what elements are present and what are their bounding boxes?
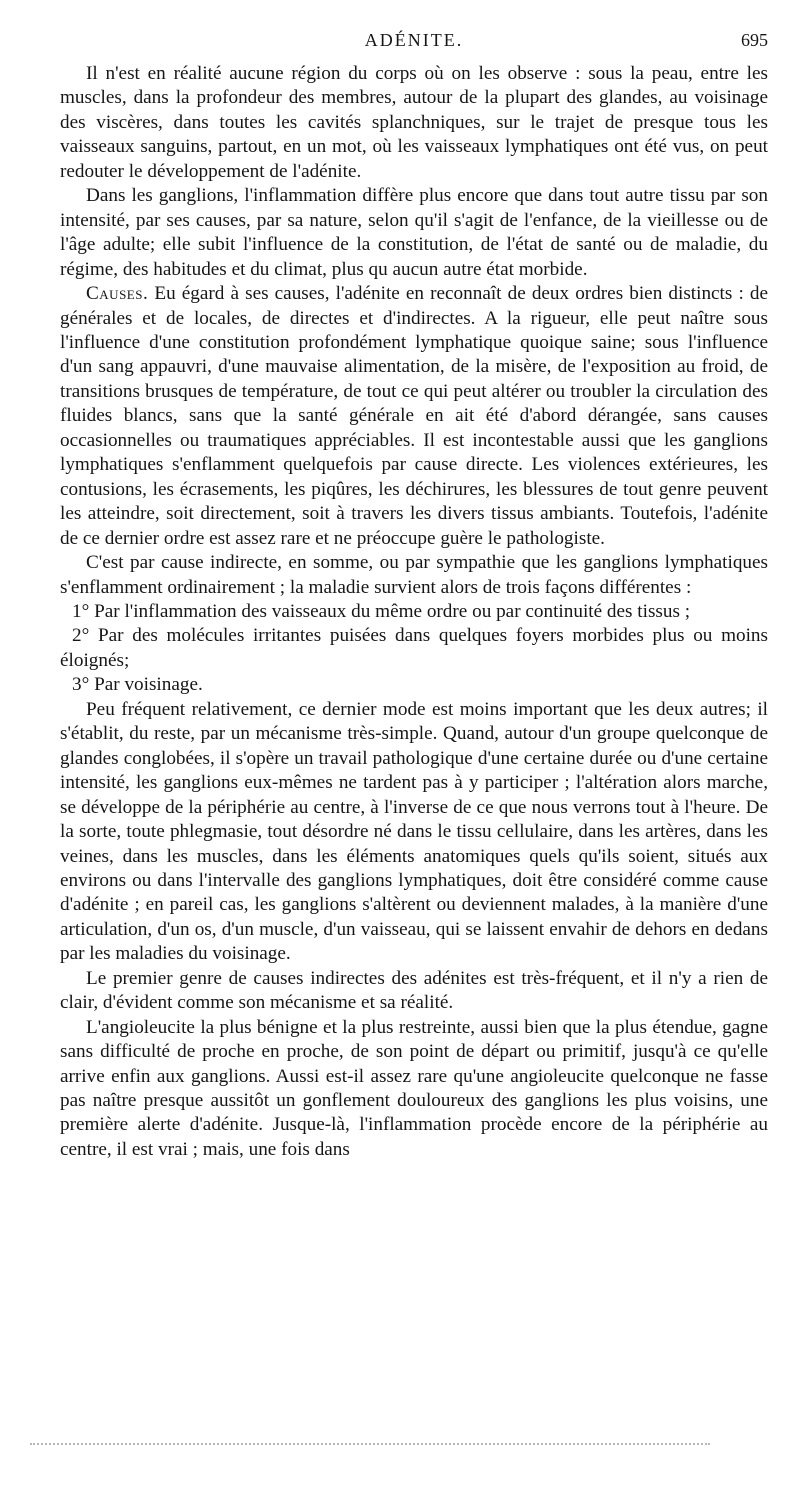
list-item-text: 1° Par l'inflammation des vaisseaux du même ordre ou par continuité des tissus ; [72, 600, 691, 622]
list-item-text: 2° Par des molécules irritantes puisées dans quelques foyers morbides plus ou moins éloignés; [60, 625, 768, 671]
paragraph-text: Le premier genre de causes indirectes des adénites est très-fréquent, et il n'y a rien de clair, d'évident comme son mécanisme et sa réalité. [60, 967, 768, 1014]
paragraph-text: C'est par cause indirecte, en somme, ou par sympathie que les ganglions lymphatiques s'enflamment ordinairement ; la maladie survient alors de trois façons différentes : [60, 552, 768, 598]
paragraph-text: Peu fréquent relativement, ce dernier mode est moins important que les deux autres; il s'établit, du reste, par un mécanisme très-simple. Quand, autour d'un groupe quelconque de glandes conglobées, il s'opère un travail pathologique d'une certaine durée ou d'une certaine intensité, les ganglions eux-mêmes ne tardent pas à y participer ; l'altération alors marche, se développe de la périphérie au centre, à l'inverse de ce que nous verrons tout à l'heure. De la sorte, toute phlegmasie, tout désordre né dans le tissu cellulaire, dans les artères, dans les veines, dans les muscles, dans les éléments anatomiques quels qu'ils soient, situés aux environs ou dans l'intervalle des ganglions lymphatiques, doit être considéré comme cause d'adénite ; en pareil cas, les ganglions s'altèrent ou deviennent malades, à la manière d'une articulation, d'un os, d'un muscle, d'un vaisseau, qui se laissent envahir de dehors en dedans par les maladies du voisinage. [60, 698, 768, 965]
paragraph-2 [60, 184, 768, 282]
paragraph-text: Il n'est en réalité aucune région du corps où on les observe : sous la peau, entre les muscles, dans la profondeur des membres, autour de la plupart des glandes, au voisinage des viscères, dans toutes les cavités splanchniques, sur le trajet de presque tous les vaisseaux sanguins, partout, en un mot, où les vaisseaux lymphatiques ont été vus, on peut redouter le développement de l'adénite. [60, 63, 768, 182]
list-item-3 [60, 673, 768, 697]
section-lead-causes: Causes. [86, 283, 149, 305]
paragraph-1 [60, 62, 768, 184]
paragraph-9 [60, 967, 768, 1016]
page-header [60, 30, 768, 54]
paragraph-text: L'angioleucite la plus bénigne et la plus restreinte, aussi bien que la plus étendue, gagne sans difficulté de proche en proche, de son point de départ ou primitif, jusqu'à ce qu'elle arrive enfin aux ganglions. Aussi est-il assez rare qu'une angioleucite quelconque ne fasse pas naître presque aussitôt un gonflement douloureux des ganglions les plus voisins, une première alerte d'adénite. Jusque-là, l'inflammation procède encore de la périphérie au centre, il est vrai ; mais, une fois dans [60, 1016, 768, 1160]
page-number: 695 [741, 30, 768, 50]
footer-dotted-rule [30, 1443, 710, 1445]
list-item-2 [60, 624, 768, 673]
paragraph-text: Eu égard à ses causes, l'adénite en reconnaît de deux ordres bien distincts : de générales et de locales, de directes et d'indirectes. A la rigueur, elle peut naître sous l'influence d'une constitution profondément lymphatique quoique saine; sous l'influence d'un sang appauvri, d'une mauvaise alimentation, de la misère, de l'exposition au froid, de transitions brusques de température, de tout ce qui peut altérer ou troubler la circulation des fluides blancs, sans que la santé générale en ait été d'abord dérangée, sans causes occasionnelles ou traumatiques appréciables. Il est incontestable aussi que les ganglions lymphatiques s'enflamment quelquefois par cause directe. Les violences extérieures, les contusions, les écrasements, les piqûres, les déchirures, les blessures de tout genre peuvent les atteindre, soit directement, soit à travers les divers tissus ambiants. Toutefois, l'adénite de ce dernier ordre est assez rare et ne préoccupe guère le pathologiste. [60, 283, 768, 549]
paragraph-text: Dans les ganglions, l'inflammation diffère plus encore que dans tout autre tissu par son intensité, par ses causes, par sa nature, selon qu'il s'agit de l'enfance, de la vieillesse ou de l'âge adulte; elle subit l'influence de la constitution, de l'état de santé ou de maladie, du régime, des habitudes et du climat, plus qu aucun autre état morbide. [60, 185, 768, 280]
list-item-1 [60, 600, 768, 624]
paragraph-10 [60, 1016, 768, 1163]
list-item-text: 3° Par voisinage. [72, 674, 203, 696]
running-title: ADÉNITE. [364, 30, 464, 50]
body-text [60, 62, 768, 1162]
paragraph-8 [60, 698, 768, 967]
paragraph-4 [60, 551, 768, 600]
paragraph-causes [60, 282, 768, 551]
